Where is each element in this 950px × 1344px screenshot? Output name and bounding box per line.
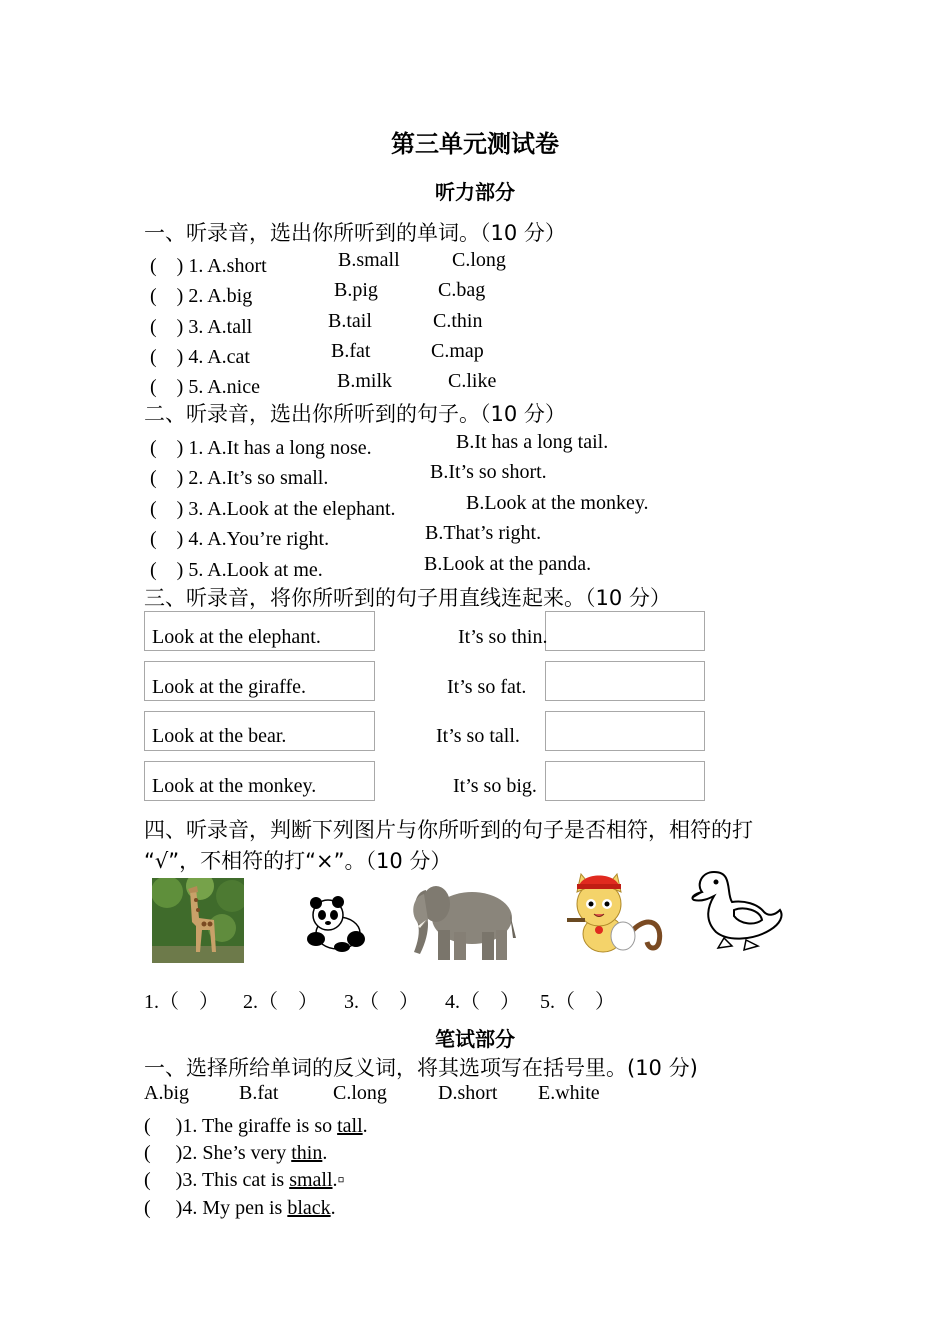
- option-b: B.Look at the monkey.: [466, 492, 649, 514]
- list-item: [150, 249, 267, 278]
- option-b: B.It’s so short.: [430, 461, 547, 483]
- item-number: 3.: [188, 498, 204, 520]
- written-section-title: 笔试部分: [435, 1027, 515, 1051]
- answer-paren[interactable]: ( ): [144, 1169, 183, 1191]
- list-item: [144, 1163, 345, 1192]
- item-number: 1.: [188, 437, 204, 459]
- right-box[interactable]: [545, 661, 705, 701]
- page-title: 第三单元测试卷: [391, 130, 559, 158]
- option-a: A.Look at the elephant.: [207, 498, 396, 520]
- option-b: B.small: [338, 249, 400, 271]
- right-box[interactable]: [545, 711, 705, 751]
- list-item: [144, 1136, 327, 1165]
- option-b: B.Look at the panda.: [424, 553, 592, 575]
- option-b: B.tail: [328, 310, 372, 332]
- part1-heading: 一、听录音，选出你所听到的单词。（10 分）: [144, 221, 566, 245]
- option-b: B.That’s right.: [425, 522, 542, 544]
- list-item: [150, 461, 328, 490]
- list-item: [150, 553, 323, 582]
- item-number: 5.: [188, 376, 204, 398]
- item-number: 2.: [188, 467, 204, 489]
- answer-paren[interactable]: ( ): [150, 467, 184, 489]
- option-b: B.fat: [331, 340, 371, 362]
- list-item: [150, 431, 372, 460]
- item-number: 4.: [188, 528, 204, 550]
- option-c: C.map: [431, 340, 484, 362]
- option-word: A.big: [144, 1082, 189, 1104]
- panda-picture: [302, 895, 368, 953]
- right-sentence: It’s so tall.: [436, 725, 520, 747]
- answer-paren[interactable]: ( ): [150, 255, 184, 277]
- option-a: A.Look at me.: [207, 559, 323, 581]
- duck-picture: [688, 866, 786, 952]
- left-sentence: Look at the giraffe.: [152, 676, 307, 698]
- option-c: C.thin: [433, 310, 483, 332]
- option-a: A.big: [207, 285, 253, 307]
- option-a: A.It has a long nose.: [207, 437, 372, 459]
- answer-paren[interactable]: ( ): [144, 1197, 183, 1219]
- answer-paren[interactable]: 3.（ ）: [344, 991, 419, 1013]
- sentence-end: .: [362, 1115, 368, 1137]
- sentence-end: .: [330, 1197, 336, 1219]
- right-box[interactable]: [545, 611, 705, 651]
- answer-paren[interactable]: ( ): [150, 437, 184, 459]
- list-item: [150, 340, 250, 369]
- answer-paren[interactable]: ( ): [150, 376, 184, 398]
- option-b: B.pig: [334, 279, 378, 301]
- option-word: E.white: [538, 1082, 600, 1104]
- giraffe-picture: [152, 878, 244, 963]
- option-a: A.You’re right.: [207, 528, 330, 550]
- answer-paren[interactable]: 1.（ ）: [144, 991, 219, 1013]
- answer-paren[interactable]: ( ): [144, 1115, 183, 1137]
- answer-paren[interactable]: ( ): [150, 559, 184, 581]
- sentence-text: 2. She’s very: [182, 1142, 292, 1164]
- list-item: [144, 1191, 336, 1220]
- option-a: A.nice: [207, 376, 260, 398]
- answer-paren[interactable]: 2.（ ）: [243, 991, 318, 1013]
- sentence-end: .▫: [332, 1169, 345, 1191]
- list-item: [150, 279, 252, 308]
- part4-heading-line2: “√”，不相符的打“×”。（10 分）: [144, 849, 452, 873]
- underlined-word: thin: [291, 1142, 323, 1164]
- list-item: [150, 370, 260, 399]
- option-b: B.milk: [337, 370, 393, 392]
- sentence-text: 1. The giraffe is so: [182, 1115, 338, 1137]
- option-word: D.short: [438, 1082, 498, 1104]
- elephant-picture: [404, 880, 519, 964]
- option-c: C.bag: [438, 279, 486, 301]
- answer-paren[interactable]: ( ): [150, 316, 184, 338]
- item-number: 4.: [188, 346, 204, 368]
- option-word: C.long: [333, 1082, 387, 1104]
- part5-heading: 一、选择所给单词的反义词，将其选项写在括号里。(10 分): [144, 1056, 698, 1080]
- item-number: 1.: [188, 255, 204, 277]
- list-item: [150, 522, 329, 551]
- right-sentence: It’s so thin.: [458, 626, 548, 648]
- underlined-word: black: [287, 1197, 331, 1219]
- answer-paren[interactable]: 4.（ ）: [445, 991, 520, 1013]
- item-number: 2.: [188, 285, 204, 307]
- right-box[interactable]: [545, 761, 705, 801]
- listening-section-title: 听力部分: [435, 180, 515, 204]
- underlined-word: small: [289, 1169, 333, 1191]
- left-sentence: Look at the elephant.: [152, 626, 321, 648]
- answer-paren[interactable]: ( ): [150, 285, 184, 307]
- option-a: A.tall: [207, 316, 253, 338]
- item-number: 5.: [188, 559, 204, 581]
- option-a: A.It’s so small.: [207, 467, 329, 489]
- sentence-text: 4. My pen is: [182, 1197, 288, 1219]
- option-a: A.short: [207, 255, 267, 277]
- option-b: B.It has a long tail.: [456, 431, 609, 453]
- list-item: [150, 310, 252, 339]
- part2-heading: 二、听录音，选出你所听到的句子。（10 分）: [144, 402, 566, 426]
- answer-paren[interactable]: 5.（ ）: [540, 991, 615, 1013]
- option-c: C.long: [452, 249, 506, 271]
- answer-paren[interactable]: ( ): [150, 498, 184, 520]
- left-sentence: Look at the monkey.: [152, 775, 317, 797]
- option-a: A.cat: [207, 346, 250, 368]
- item-number: 3.: [188, 316, 204, 338]
- underlined-word: tall: [337, 1115, 363, 1137]
- part3-heading: 三、听录音，将你所听到的句子用直线连起来。（10 分）: [144, 586, 671, 610]
- sentence-end: .: [322, 1142, 328, 1164]
- right-sentence: It’s so big.: [453, 775, 537, 797]
- answer-paren[interactable]: ( ): [144, 1142, 183, 1164]
- answer-paren[interactable]: ( ): [150, 528, 184, 550]
- left-sentence: Look at the bear.: [152, 725, 287, 747]
- sentence-text: 3. This cat is: [182, 1169, 290, 1191]
- answer-paren[interactable]: ( ): [150, 346, 184, 368]
- option-word: B.fat: [239, 1082, 279, 1104]
- part4-heading-line1: 四、听录音，判断下列图片与你所听到的句子是否相符，相符的打: [144, 818, 753, 842]
- list-item: [150, 492, 396, 521]
- right-sentence: It’s so fat.: [447, 676, 527, 698]
- list-item: [144, 1109, 368, 1138]
- cat-picture: [563, 870, 667, 956]
- option-c: C.like: [448, 370, 497, 392]
